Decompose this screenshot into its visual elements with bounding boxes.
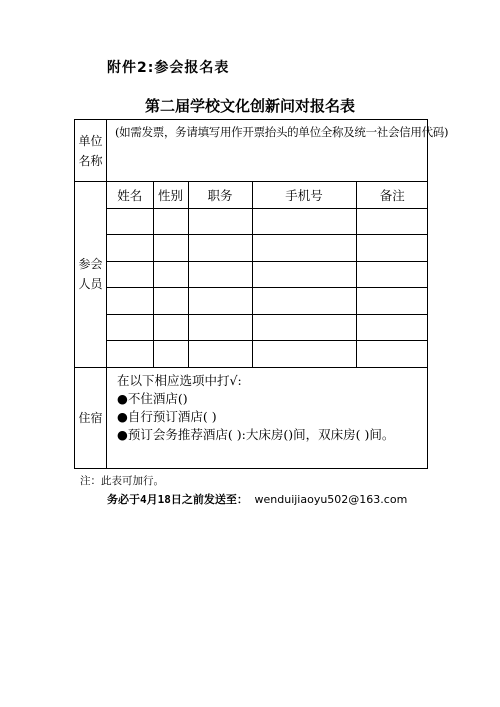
registration-form-table [74,119,449,469]
attendee-position-cell[interactable] [188,288,252,315]
deadline-text: 务必于4月18日之前发送至： [107,493,248,506]
lodging-options-cell [107,367,428,468]
attendee-name-cell[interactable] [107,261,153,288]
attendees-grid-cell [107,182,428,368]
unit-name-field[interactable] [107,120,449,182]
attendee-gender-cell[interactable] [153,235,188,262]
attendees-row [75,182,428,368]
attendee-remarks-cell[interactable] [356,261,428,288]
attendee-name-cell[interactable] [107,314,153,341]
attendee-position-cell[interactable] [188,341,252,367]
attendee-phone-cell[interactable] [252,341,356,367]
attendee-row [107,314,428,341]
option-recommended-hotel[interactable]: ●预订会务推荐酒店( ):大床房()间，双床房( )间。 [117,426,395,442]
attendee-row [107,235,428,262]
attendees-header-row [107,182,428,208]
footnote: 注：此表可加行。 [80,475,164,487]
attendee-remarks-cell[interactable] [356,314,428,341]
lodging-row [75,367,428,468]
option-no-hotel[interactable]: ●不住酒店() [117,390,188,406]
option-self-booked-hotel[interactable]: ●自行预订酒店( ) [117,408,217,424]
attendee-gender-cell[interactable] [153,261,188,288]
attendee-row [107,261,428,288]
attendee-position-cell[interactable] [188,314,252,341]
column-header-position: 职务 [188,182,252,208]
attendee-phone-cell[interactable] [252,288,356,315]
attendee-remarks-cell[interactable] [356,288,428,315]
attendee-name-cell[interactable] [107,235,153,262]
column-header-remarks: 备注 [356,182,428,208]
attendee-gender-cell[interactable] [153,341,188,367]
unit-name-label: 单位 名称 [75,120,107,182]
attendees-grid [107,182,428,367]
attendee-name-cell[interactable] [107,208,153,235]
attendee-phone-cell[interactable] [252,235,356,262]
form-title: 第二届学校文化创新问对报名表 [144,97,355,115]
attendee-gender-cell[interactable] [153,208,188,235]
attendee-position-cell[interactable] [188,261,252,288]
attendee-remarks-cell[interactable] [356,208,428,235]
attendee-row [107,288,428,315]
attendees-label: 参会 人员 [75,182,107,368]
unit-row [75,120,428,182]
contact-email: wenduijiaoyu502@163.com [254,493,408,506]
attendee-remarks-cell[interactable] [356,341,428,367]
attendee-phone-cell[interactable] [252,261,356,288]
deadline-line [107,491,407,507]
lodging-instruction: 在以下相应选项中打√: [117,372,242,388]
attendee-name-cell[interactable] [107,288,153,315]
attendee-gender-cell[interactable] [153,288,188,315]
unit-name-hint: (如需发票，务请填写用作开票抬头的单位全称及统一社会信用代码) [115,125,449,139]
column-header-name: 姓名 [107,182,153,208]
attendee-remarks-cell[interactable] [356,235,428,262]
attendee-row [107,341,428,367]
attendee-position-cell[interactable] [188,235,252,262]
attendee-phone-cell[interactable] [252,314,356,341]
attendee-phone-cell[interactable] [252,208,356,235]
attendee-position-cell[interactable] [188,208,252,235]
column-header-gender: 性别 [153,182,188,208]
attendee-gender-cell[interactable] [153,314,188,341]
lodging-label: 住宿 [75,367,107,468]
attachment-label: 附件2:参会报名表 [107,60,230,76]
attendee-row [107,208,428,235]
column-header-phone: 手机号 [252,182,356,208]
attendee-name-cell[interactable] [107,341,153,367]
